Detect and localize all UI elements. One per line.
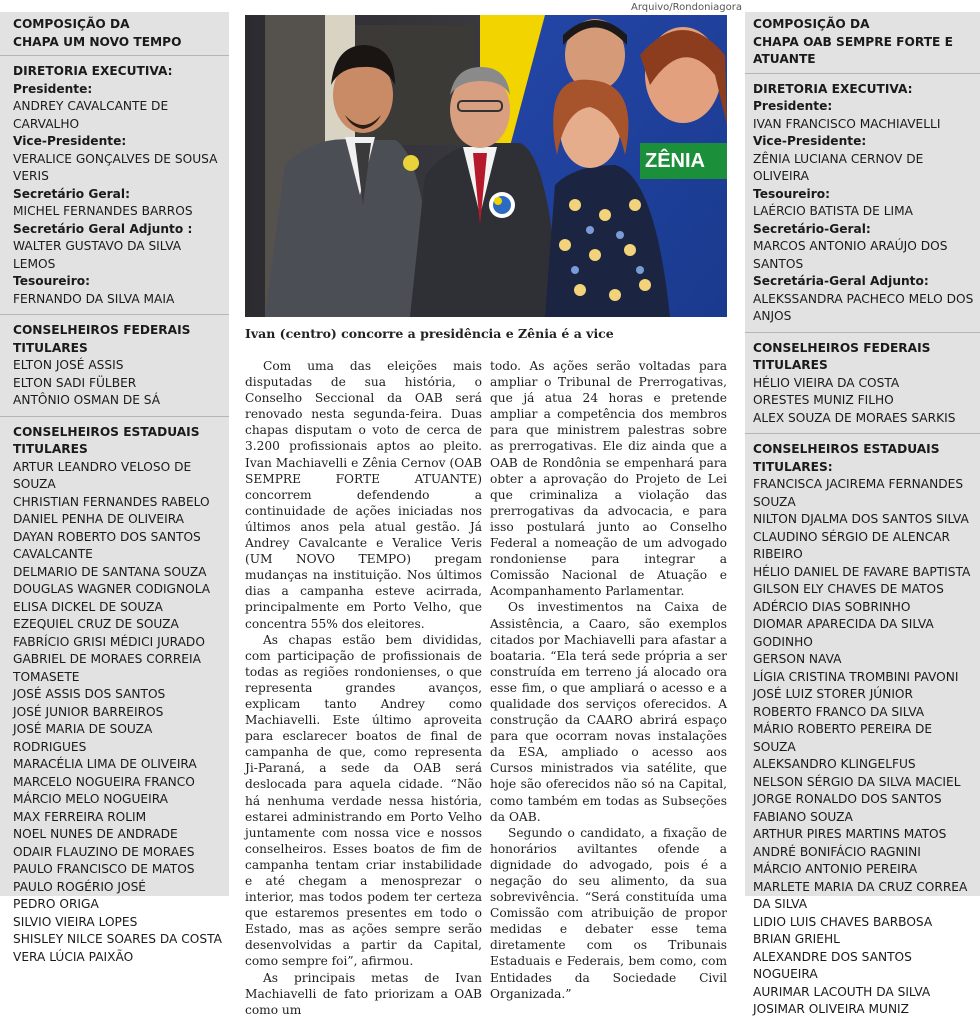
- article-paragraph: As principais metas de Ivan Machiavelli de fato priorizam a OAB como um: [245, 970, 482, 1017]
- photo-credit: Arquivo/Rondoniagora: [631, 2, 743, 13]
- article-paragraph: Segundo o candidato, a fixação de honorários aviltantes ofende a dignidade do advogado, pois é a negação do seu alimento, da sua sobrevivência. “Será constituída uma Comissão com atribuição de propor medidas e debater esse tema diretamente com os Tribunais Estaduais e Federais, bem como, com Entidades da Sociedade Civil Organizada.”: [490, 825, 727, 1001]
- right-sidebar-chapa-oab-sempre-forte: [745, 12, 980, 1016]
- article-paragraph: Com uma das eleições mais disputadas de sua história, o Conselho Seccional da OAB será renovado nesta segunda-feira. Duas chapas disputam o voto de cerca de 3.200 profissionais aptos ao pleito. Ivan Machiavelli e Zênia Cernov (OAB SEMPRE FORTE ATUANTE) concorrem defendendo a continuidade de ações iniciadas nos últimos anos pela atual gestão. Já Andrey Cavalcante e Veralice Veris (UM NOVO TEMPO) pregam mudanças na instituição. Nos últimos dias a campanha esteve acirrada, principalmente em Porto Velho, que concentra 55% dos eleitores.: [245, 359, 482, 631]
- candidates-photo: [245, 15, 727, 317]
- article-paragraph-continued: todo. As ações serão voltadas para ampliar o Tribunal de Prerrogativas, que já atua 24 horas e pretende ampliar a competência dos membros para que ministrem palestras sobre as prerrogativas. Ele diz ainda que a OAB de Rondônia se empenhará para obter a aprovação do Projeto de Lei que criminaliza a violação das prerrogativas da advocacia, e para isso postulará junto ao Conselho Federal a nomeação de um advogado rondoniense para integrar a Comissão Nacional de Atuação e Acompanhamento Parlamentar.: [490, 359, 727, 599]
- right-section-conselheiros-estaduais: CONSELHEIROS ESTADUAIS TITULARES: FRANCISCA JACIREMA FERNANDES SOUZA NILTON DJALMA DOS SANTOS SILVA CLAUDINO SÉRGIO DE ALENCAR RIBEIRO HÉLIO DANIEL DE FAVARE BAPTISTA GILSON ELY CHAVES DE MATOS ADÉRCIO DIAS SOBRINHO DIOMAR APARECIDA DA SILVA GODINHO GERSON NAVA LÍGIA CRISTINA TROMBINI PAVONI JOSÉ LUIZ STORER JÚNIOR ROBERTO FRANCO DA SILVA MÁRIO ROBERTO PEREIRA DE SOUZA ALEKSANDRO KLINGELFUS NELSON SÉRGIO DA SILVA MACIEL JORGE RONALDO DOS SANTOS FABIANO SOUZA ARTHUR PIRES MARTINS MATOS ANDRÉ BONIFÁCIO RAGNINI MÁRCIO ANTONIO PEREIRA MARLETE MARIA DA CRUZ CORREA DA SILVA LIDIO LUIS CHAVES BARBOSA BRIAN GRIEHL ALEXANDRE DOS SANTOS NOGUEIRA AURIMAR LACOUTH DA SILVA JOSIMAR OLIVEIRA MUNIZ: [753, 442, 971, 1016]
- left-section-conselheiros-federais: CONSELHEIROS FEDERAIS TITULARES ELTON JOSÉ ASSIS ELTON SADI FÜLBER ANTÔNIO OSMAN DE SÁ: [0, 315, 229, 417]
- right-section-conselheiros-federais: CONSELHEIROS FEDERAIS TITULARES HÉLIO VIEIRA DA COSTA ORESTES MUNIZ FILHO ALEX SOUZA DE MORAES SARKIS: [745, 333, 980, 435]
- article-column-2: [490, 358, 727, 1002]
- photo-caption: Ivan (centro) concorre a presidência e Zênia é a vice: [245, 326, 614, 341]
- article-column-1: [245, 358, 482, 1018]
- right-sidebar-title: COMPOSIÇÃO DA CHAPA OAB SEMPRE FORTE E ATUANTE: [745, 12, 980, 74]
- candidates-photo-illustration: [245, 15, 727, 317]
- right-section-diretoria: DIRETORIA EXECUTIVA: Presidente: IVAN FRANCISCO MACHIAVELLI Vice-Presidente: ZÊNIA LUCIANA CERNOV DE OLIVEIRA Tesoureiro: LAÉRCIO BATISTA DE LIMA Secretário-Geral: MARCOS ANTONIO ARAÚJO DOS SANTOS Secretária-Geral Adjunto: ALEKSSANDRA PACHECO MELO DOS ANJOS: [745, 74, 980, 333]
- left-section-diretoria: DIRETORIA EXECUTIVA: Presidente: ANDREY CAVALCANTE DE CARVALHO Vice-Presidente: VERALICE GONÇALVES DE SOUSA VERIS Secretário Geral: MICHEL FERNANDES BARROS Secretário Geral Adjunto : WALTER GUSTAVO DA SILVA LEMOS Tesoureiro: FERNANDO DA SILVA MAIA: [0, 56, 229, 315]
- article-paragraph: As chapas estão bem divididas, com participação de profissionais de todas as regiões rondonienses, o que representa grandes avanços, explicam tanto Andrey como Machiavelli. Este último aproveita para esclarecer boatos de final de campanha de que, como representa Ji-Paraná, a sede da OAB será deslocada para aquela cidade. “Não há nenhuma verdade nessa história, estarei administrando em Porto Velho juntamente com nossa vice e nossos conselheiros. Esses boatos de fim de campanha tentam criar instabilidade e até chegam a menosprezar o interior, mas todos podem ter certeza que estaremos presentes em todo o Estado, mas as ações sempre serão desenvolvidas a partir da Capital, como sempre foi”, afirmou.: [245, 632, 482, 969]
- left-sidebar-title: COMPOSIÇÃO DA CHAPA UM NOVO TEMPO: [0, 12, 229, 56]
- left-section-conselheiros-estaduais: CONSELHEIROS ESTADUAIS TITULARES ARTUR LEANDRO VELOSO DE SOUZA CHRISTIAN FERNANDES RABELO DANIEL PENHA DE OLIVEIRA DAYAN ROBERTO DOS SANTOS CAVALCANTE DELMARIO DE SANTANA SOUZA DOUGLAS WAGNER CODIGNOLA ELISA DICKEL DE SOUZA EZEQUIEL CRUZ DE SOUZA FABRÍCIO GRISI MÉDICI JURADO GABRIEL DE MORAES CORREIA TOMASETE JOSÉ ASSIS DOS SANTOS JOSÉ JUNIOR BARREIROS JOSÉ MARIA DE SOUZA RODRIGUES MARACÉLIA LIMA DE OLIVEIRA MARCELO NOGUEIRA FRANCO MÁRCIO MELO NOGUEIRA MAX FERREIRA ROLIM NOEL NUNES DE ANDRADE ODAIR FLAUZINO DE MORAES PAULO FRANCISCO DE MATOS PAULO ROGÉRIO JOSÉ PEDRO ORIGA SILVIO VIEIRA LOPES SHISLEY NILCE SOARES DA COSTA VERA LÚCIA PAIXÃO: [13, 424, 222, 964]
- left-sidebar-chapa-um-novo-tempo: [0, 12, 229, 964]
- article-paragraph: Os investimentos na Caixa de Assistência, a Caaro, são exemplos citados por Machiavelli para afastar a boataria. “Ela terá sede própria a ser construída em terreno já alocado ora esse fim, o que ampliará o acesso e a qualidade dos serviços oferecidos. A construção da CAARO abrirá espaço para que ocorram novas instalações da ESA, ampliado o acesso aos Cursos ministrados via satélite, que hoje são oferecidos não só na Capital, como também em todas as Subseções da OAB.: [490, 600, 727, 824]
- banner-zenia-text: ZÊNIA: [645, 150, 705, 172]
